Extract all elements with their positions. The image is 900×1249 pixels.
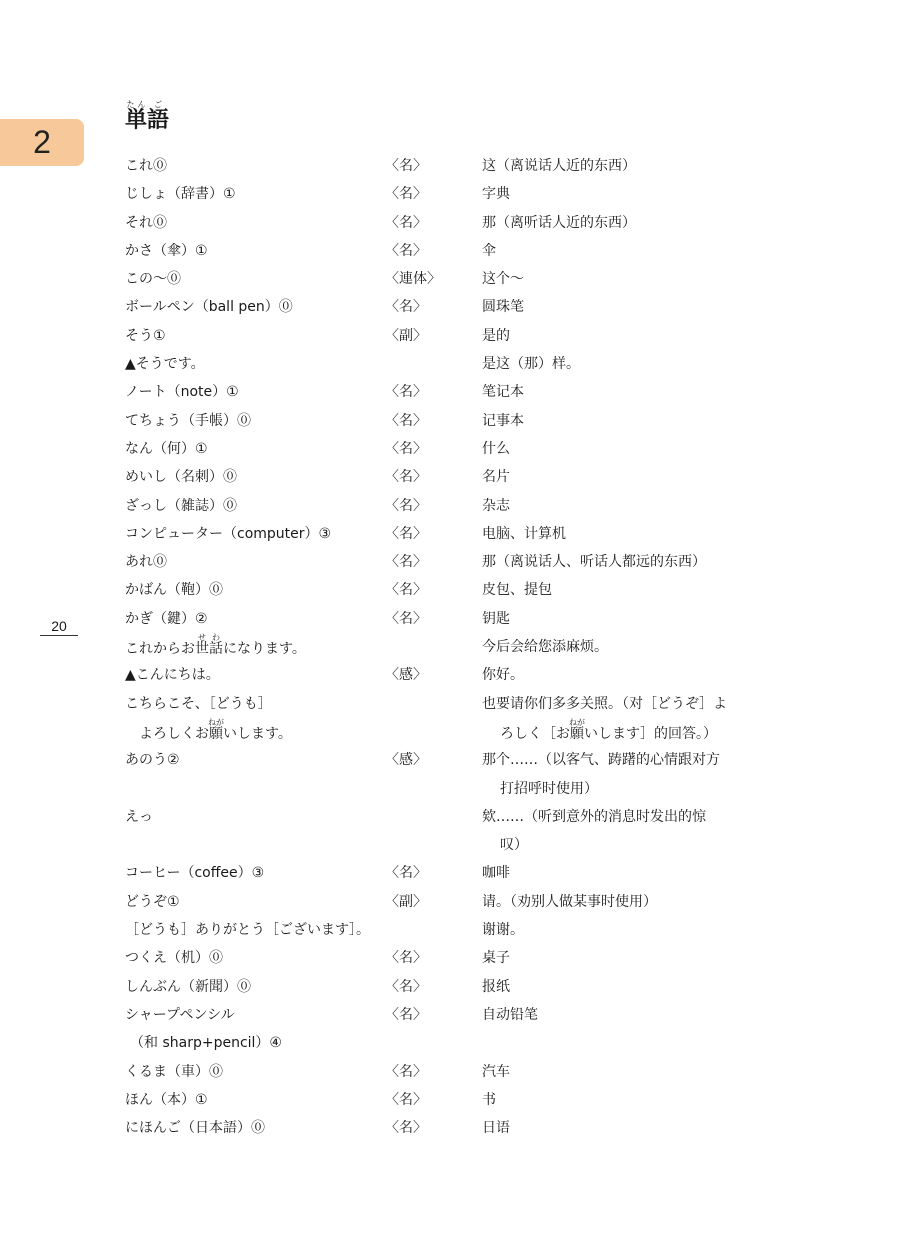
vocab-row [125,1058,825,1086]
vocab-row [125,378,825,406]
vocab-row [125,548,825,576]
part-of-speech: 〈名〉 [385,554,427,571]
part-of-speech: 〈名〉 [385,299,427,316]
meaning-continued: ろしく［お願ねがいします］的回答。） [500,717,717,742]
meaning: 那（离说话人、听话人都远的东西） [482,554,706,571]
part-of-speech: 〈名〉 [385,497,427,514]
part-of-speech: 〈名〉 [385,186,427,203]
part-of-speech: 〈名〉 [385,1120,427,1137]
vocab-row [125,435,825,463]
meaning: 那（离听话人近的东西） [482,214,636,231]
vocab-row [125,576,825,604]
word: くるま（車）⓪ [125,1063,223,1080]
word: めいし（名刺）⓪ [125,469,237,486]
part-of-speech: 〈名〉 [385,242,427,259]
vocab-row [125,463,825,491]
part-of-speech: 〈名〉 [385,950,427,967]
meaning: 这个～ [482,271,524,288]
vocab-row [125,746,825,774]
part-of-speech: 〈名〉 [385,1091,427,1108]
meaning: 日语 [482,1120,510,1137]
word: コンピューター（computer）③ [125,525,332,542]
word: しんぶん（新聞）⓪ [125,978,251,995]
vocab-row [125,180,825,208]
word: なん（何）① [125,440,208,457]
meaning-continued: 叹） [500,837,528,854]
part-of-speech: 〈副〉 [385,327,427,344]
part-of-speech: 〈名〉 [385,469,427,486]
meaning: 你好。 [482,667,524,684]
part-of-speech: 〈連体〉 [385,271,441,288]
meaning: 是这（那）样。 [482,356,580,373]
vocab-row [125,888,825,916]
vocab-row [125,1001,825,1029]
meaning: 谢谢。 [482,922,524,939]
part-of-speech: 〈名〉 [385,1063,427,1080]
vocab-row-continued [125,775,825,803]
vocab-row [125,803,825,831]
vocabulary-list [125,152,825,1142]
meaning: 咖啡 [482,865,510,882]
meaning: 桌子 [482,950,510,967]
meaning: 欸……（听到意外的消息时发出的惊 [482,808,706,825]
section-heading: 単たん語ご [125,100,170,133]
vocab-row [125,293,825,321]
part-of-speech: 〈副〉 [385,893,427,910]
meaning: 记事本 [482,412,524,429]
vocab-row [125,407,825,435]
part-of-speech: 〈名〉 [385,214,427,231]
vocab-row [125,520,825,548]
vocab-row [125,661,825,689]
meaning-continued: 打招呼时使用） [500,780,598,797]
meaning: 字典 [482,186,510,203]
word: コーヒー（coffee）③ [125,865,265,882]
meaning: 杂志 [482,497,510,514]
word: じしょ（辞書）① [125,186,236,203]
word: それ⓪ [125,214,167,231]
meaning: 这（离说话人近的东西） [482,158,636,174]
word-continued: よろしくお願ねがいします。 [139,717,292,742]
word: えっ [125,808,153,825]
meaning: 伞 [482,242,496,259]
part-of-speech: 〈名〉 [385,412,427,429]
meaning: 什么 [482,440,510,457]
part-of-speech: 〈感〉 [385,667,427,684]
meaning: 书 [482,1091,496,1108]
meaning: 皮包、提包 [482,582,552,599]
vocab-row-kochirakoso [125,690,825,718]
vocab-row [125,265,825,293]
word: そう① [125,327,166,344]
word: ボールペン（ball pen）⓪ [125,299,293,316]
vocab-row [125,944,825,972]
word: あのう② [125,752,180,769]
word: ほん（本）① [125,1091,208,1108]
vocab-row-continued [125,1029,825,1057]
meaning: 钥匙 [482,610,510,627]
word: つくえ（机）⓪ [125,950,223,967]
vocab-row [125,322,825,350]
part-of-speech: 〈名〉 [385,610,427,627]
part-of-speech: 〈名〉 [385,978,427,995]
meaning: 电脑、计算机 [482,525,566,542]
vocab-row [125,605,825,633]
vocab-row [125,916,825,944]
word: あれ⓪ [125,554,167,571]
word: これ⓪ [125,158,167,174]
vocab-row [125,973,825,1001]
word: てちょう（手帳）⓪ [125,412,251,429]
meaning: 自动铅笔 [482,1006,538,1023]
part-of-speech: 〈名〉 [385,525,427,542]
word: かばん（鞄）⓪ [125,582,223,599]
word: ［どうも］ありがとう［ございます］。 [125,922,370,939]
word: これからお世せ話わになります。 [125,633,306,658]
vocab-row [125,237,825,265]
part-of-speech: 〈感〉 [385,752,427,769]
word: シャープペンシル [125,1006,235,1023]
meaning: 也要请你们多多关照。（对［どうぞ］よ [482,695,727,712]
word: ▲こんにちは。 [125,667,220,684]
word: こちらこそ、［どうも］ [125,695,272,712]
meaning: 汽车 [482,1063,510,1080]
word: ▲そうです。 [125,356,205,373]
meaning: 是的 [482,327,510,344]
vocab-row [125,492,825,520]
meaning: 请。（劝别人做某事时使用） [482,893,657,910]
vocab-row-osewa [125,633,825,661]
part-of-speech: 〈名〉 [385,384,427,401]
vocab-row [125,1086,825,1114]
chapter-tab: 2 [0,119,84,166]
word: かぎ（鍵）② [125,610,208,627]
word: かさ（傘）① [125,242,208,259]
word: この～⓪ [125,271,181,288]
word: ざっし（雑誌）⓪ [125,497,237,514]
part-of-speech: 〈名〉 [385,582,427,599]
word: ノート（note）① [125,384,239,401]
vocab-row [125,1114,825,1142]
meaning: 报纸 [482,978,510,995]
meaning: 圆珠笔 [482,299,524,316]
vocab-row-continued [125,718,825,746]
part-of-speech: 〈名〉 [385,440,427,457]
page-number: 20 [40,618,78,636]
meaning: 笔记本 [482,384,524,401]
vocab-row [125,152,825,180]
vocab-row [125,350,825,378]
word: にほんご（日本語）⓪ [125,1120,265,1137]
vocab-row [125,209,825,237]
part-of-speech: 〈名〉 [385,158,427,174]
part-of-speech: 〈名〉 [385,1006,427,1023]
part-of-speech: 〈名〉 [385,865,427,882]
word: どうぞ① [125,893,180,910]
vocab-row-continued [125,831,825,859]
meaning: 名片 [482,469,510,486]
vocab-row [125,859,825,887]
meaning: 今后会给您添麻烦。 [482,639,608,656]
word-continued: （和 sharp+pencil）④ [130,1035,282,1052]
meaning: 那个……（以客气、踌躇的心情跟对方 [482,752,720,769]
